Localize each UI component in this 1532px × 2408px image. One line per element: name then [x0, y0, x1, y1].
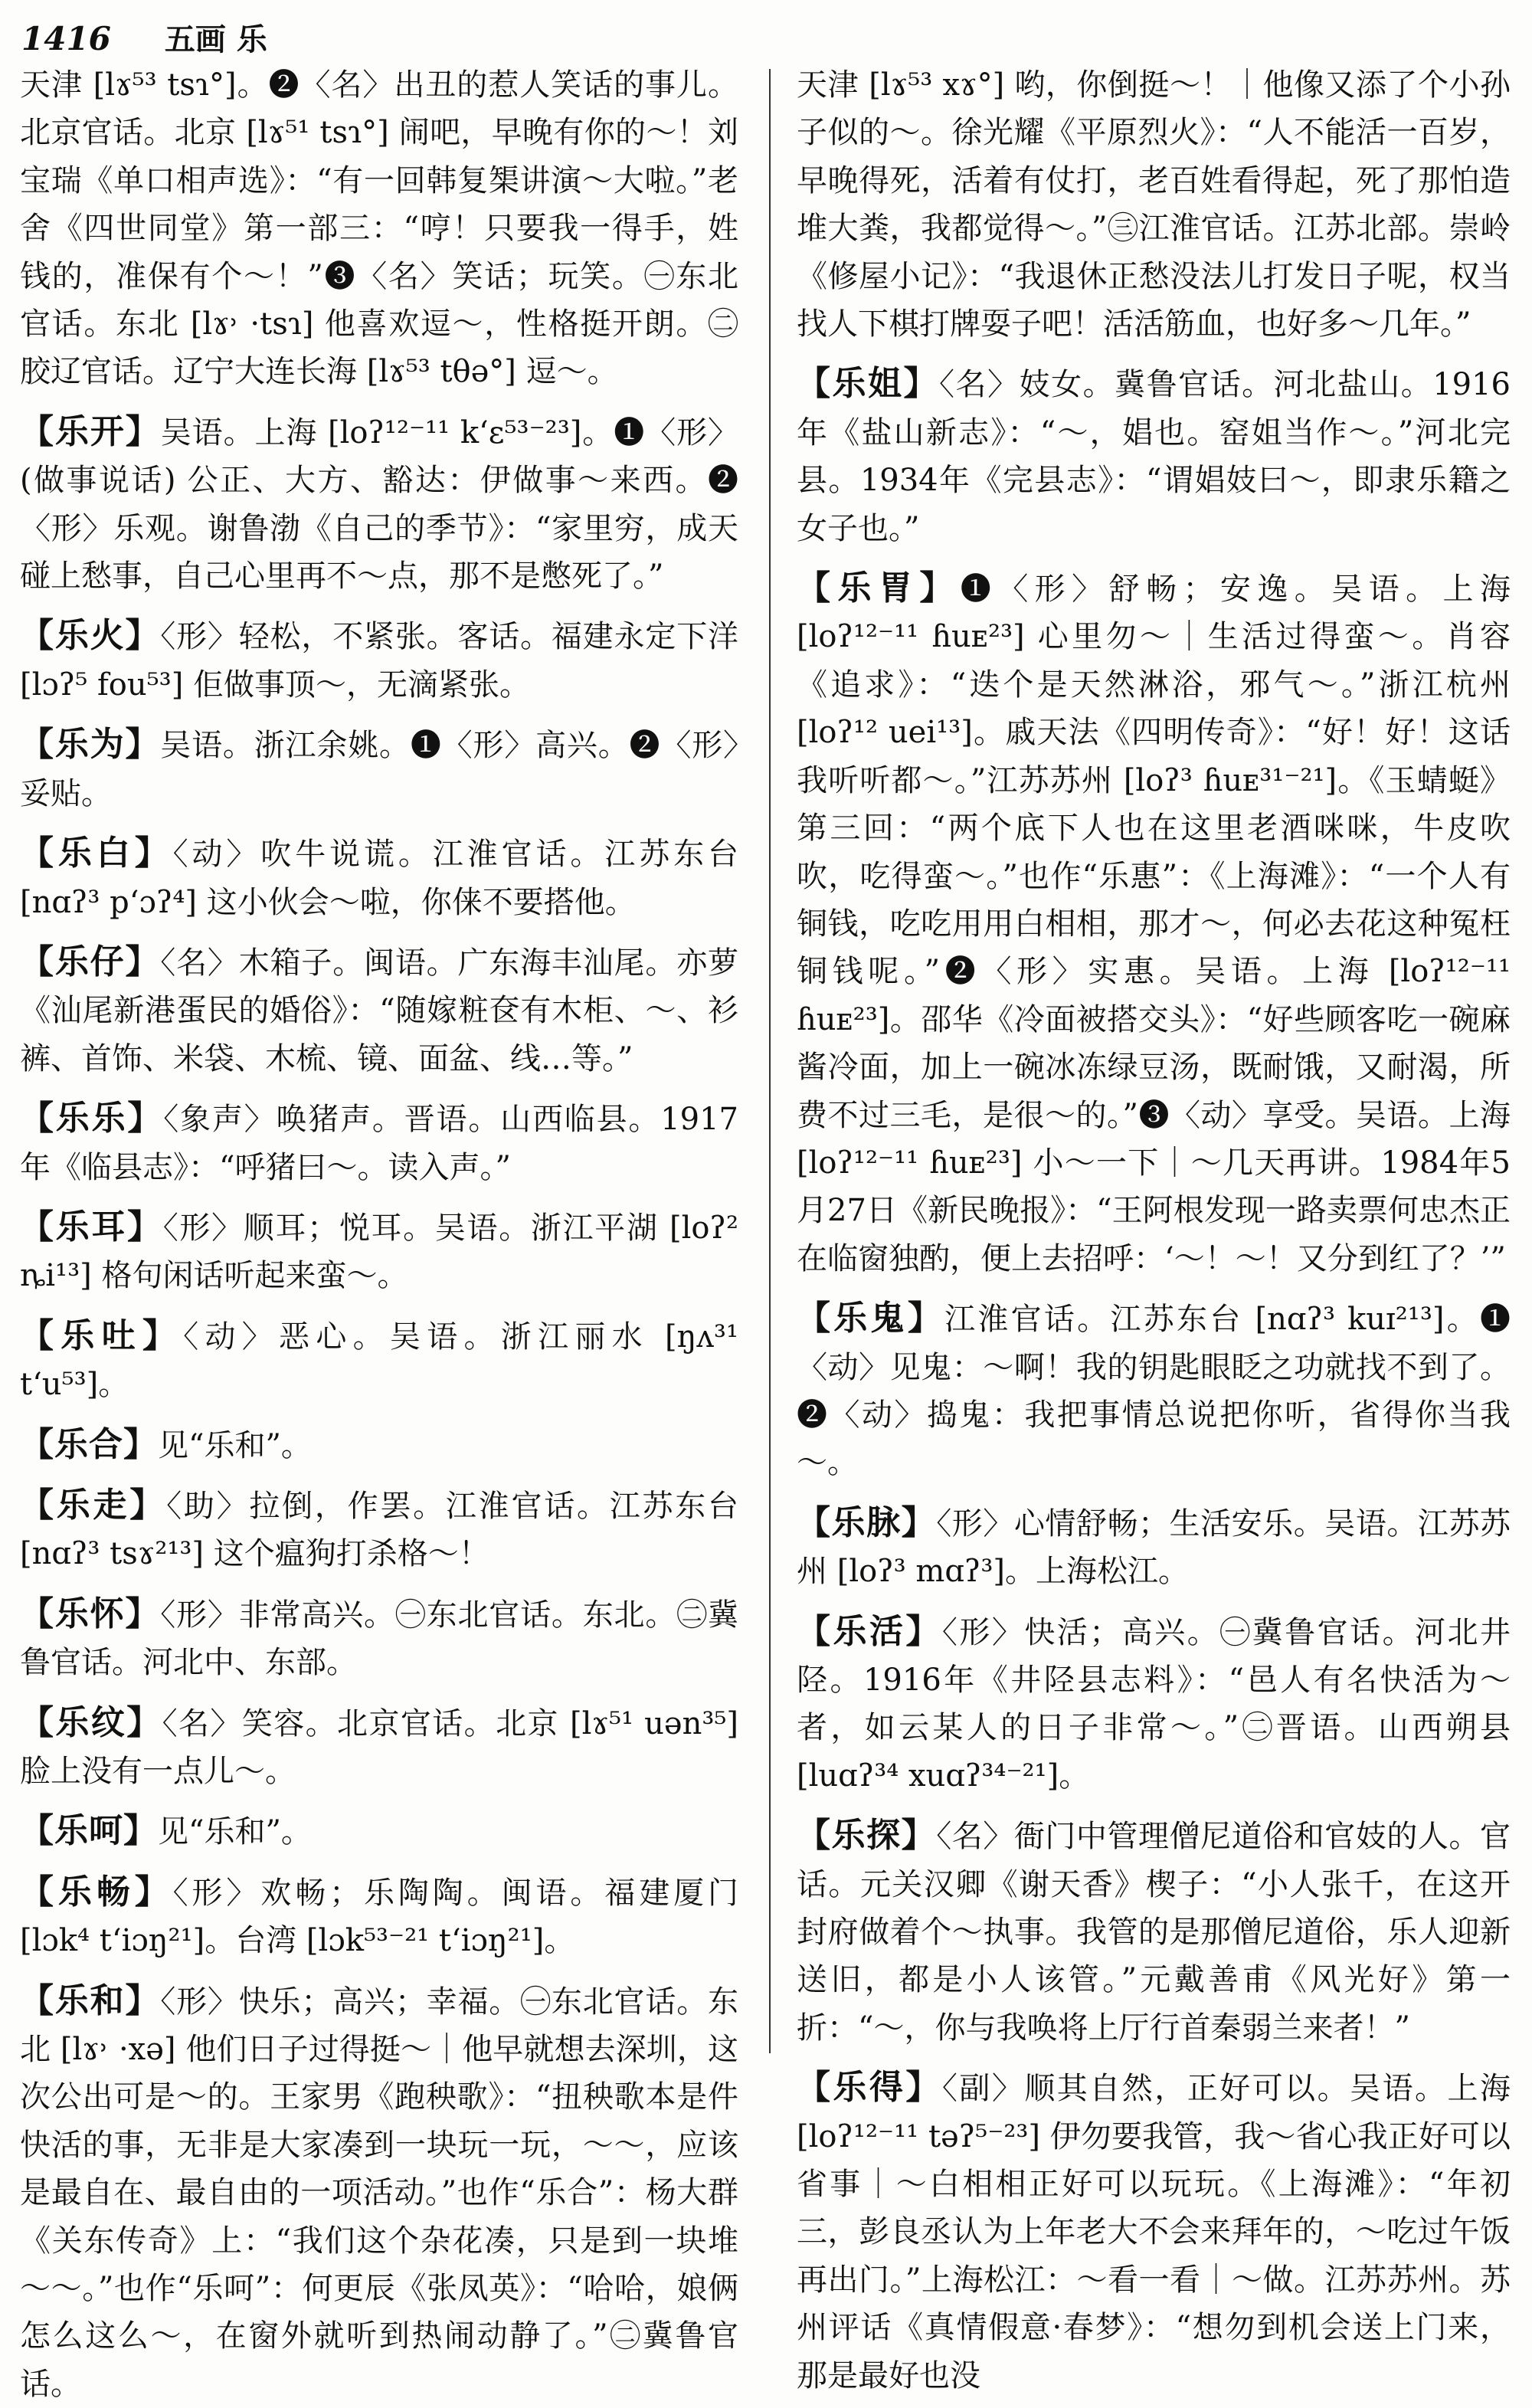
headword: 【乐白】 — [20, 834, 173, 873]
headword: 【乐走】 — [20, 1485, 167, 1525]
entry-le-huo: 【乐火】〈形〉轻松，不紧张。客话。福建永定下洋 [lɔʔ⁵ fou⁵³] 佢做事顶～，无滴紧张。 — [20, 616, 739, 703]
entry-le-zai: 【乐仔】〈名〉木箱子。闽语。广东海丰汕尾。亦萝《汕尾新港蛋民的婚俗》：“随嫁粧奁有木柜、～、衫裤、首饰、米袋、木梳、镜、面盆、线…等。” — [20, 942, 739, 1076]
entry-le-bai: 【乐白】〈动〉吹牛说谎。江淮官话。江苏东台 [nɑʔ³ p‘ɔʔ⁴] 这小伙会～啦，你俫不要搭他。 — [20, 834, 739, 920]
section-title: 五画 乐 — [164, 21, 267, 57]
entry-le-gui: 【乐鬼】江淮官话。江苏东台 [nɑʔ³ kuɪ²¹³]。❶〈动〉见鬼：～啊！我的钥匙眼眨之功就找不到了。❷〈动〉捣鬼：我把事情总说把你听，省得你当我～。 — [797, 1299, 1511, 1481]
entry-le-chang: 【乐畅】〈形〉欢畅；乐陶陶。闽语。福建厦门 [lɔk⁴ t‘iɔŋ²¹]。台湾 [lɔk⁵³⁻²¹ t‘iɔŋ²¹]。 — [20, 1872, 739, 1959]
page-number: 1416 — [21, 20, 111, 57]
entry-le-wei: 【乐为】吴语。浙江余姚。❶〈形〉高兴。❷〈形〉妥贴。 — [20, 725, 739, 811]
headword: 【乐纹】 — [20, 1702, 162, 1742]
headword: 【乐脉】 — [797, 1502, 937, 1542]
entry-le-wei2: 【乐胃】❶〈形〉舒畅；安逸。吴语。上海 [loʔ¹²⁻¹¹ ɦuᴇ²³] 心里勿～｜生活过得蛮～。肖容《追求》：“迭个是天然淋浴，邪气～。”浙江杭州 [loʔ¹² uei¹³]。戚天法《四明传奇》：“好！好！这话我听听都～。”江苏苏州 [loʔ³ ɦuᴇ³¹⁻²¹]。《玉蜻蜓》第三回：“两个底下人也在这里老酒咪咪，牛皮吹吹，吃得蛮～。”也作“乐惠”：《上海滩》：“一个人有铜钱，吃吃用用白相相，那才～，何必去花这种冤枉铜钱呢。”❷〈形〉实惠。吴语。上海 [loʔ¹²⁻¹¹ ɦuᴇ²³]。邵华《冷面被搭交头》：“好些顾客吃一碗麻酱冷面，加上一碗冰冻绿豆汤，既耐饿，又耐渴，所费不过三毛，是很～的。”❸〈动〉享受。吴语。上海 [loʔ¹²⁻¹¹ ɦuᴇ²³] 小～一下｜～几天再讲。1984年5月27日《新民晚报》：“王阿根发现一路卖票何忠杰正在临窗独酌，便上去招呼：‘～！～！又分到红了？’” — [797, 568, 1511, 1276]
entry-le-er: 【乐耳】〈形〉顺耳；悦耳。吴语。浙江平湖 [loʔ² ȵi¹³] 格句闲话听起来蛮～。 — [20, 1207, 738, 1294]
entry-le-huai: 【乐怀】〈形〉非常高兴。㊀东北官话。东北。㊁冀鲁官话。河北中、东部。 — [20, 1594, 739, 1681]
entry-le-he2-ref: 【乐呵】见“乐和”。 — [20, 1811, 312, 1851]
left-column — [20, 61, 739, 2402]
entry-le-le: 【乐乐】〈象声〉唤猪声。晋语。山西临县。1917年《临县志》：“呼猪曰～。读入声。” — [20, 1099, 739, 1185]
entry-le-jie: 【乐姐】〈名〉妓女。冀鲁官话。河北盐山。1916年《盐山新志》：“～，娼也。窑姐当作～。”河北完县。1934年《完县志》：“谓娼妓曰～，即隶乐籍之女子也。” — [797, 364, 1511, 546]
headword: 【乐火】 — [20, 616, 161, 656]
right-column — [797, 61, 1511, 2393]
headword: 【乐得】 — [797, 2068, 942, 2108]
headword: 【乐畅】 — [20, 1872, 173, 1912]
headword: 【乐乐】 — [20, 1099, 164, 1138]
entry-le-tu: 【乐吐】〈动〉恶心。吴语。浙江丽水 [ŋʌ³¹ t‘u⁵³]。 — [20, 1315, 739, 1403]
entry-le-mai: 【乐脉】〈形〉心情舒畅；生活安乐。吴语。江苏苏州 [loʔ³ mɑʔ³]。上海松江。 — [797, 1502, 1511, 1590]
headword: 【乐耳】 — [20, 1207, 163, 1247]
headword: 【乐开】 — [20, 411, 161, 451]
headword: 【乐合】 — [20, 1424, 158, 1464]
entry-le-he-ref: 【乐合】见“乐和”。 — [20, 1424, 312, 1464]
headword: 【乐鬼】 — [797, 1299, 945, 1338]
entry-le-huo2: 【乐活】〈形〉快活；高兴。㊀冀鲁官话。河北井陉。1916年《井陉县志料》：“邑人有名快活为～者，如云某人的日子非常～。”㊁晋语。山西朔县 [luɑʔ³⁴ xuɑʔ³⁴⁻²¹]。 — [797, 1611, 1511, 1794]
headword: 【乐和】 — [20, 1980, 161, 2020]
entry-le-kai: 【乐开】吴语。上海 [loʔ¹²⁻¹¹ k‘ε⁵³⁻²³]。❶〈形〉(做事说话) 公正、大方、豁达：伊做事～来西。❷〈形〉乐观。谢鲁渤《自己的季节》：“家里穷，成天碰上愁事，自己心里再不～点，那不是憋死了。” — [20, 411, 738, 595]
entry-le-zou: 【乐走】〈助〉拉倒，作罢。江淮官话。江苏东台 [nɑʔ³ tsɤ²¹³] 这个瘟狗打杀格～！ — [20, 1485, 739, 1572]
entry-le-de: 【乐得】〈副〉顺其自然，正好可以。吴语。上海 [loʔ¹²⁻¹¹ təʔ⁵⁻²³] 伊勿要我管，我～省心我正好可以省事｜～白相相正好可以玩玩。《上海滩》：“年初三，彭良丞认为上年老大不会来拜年的，～吃过午饭再出门。”上海松江：～看一看｜～做。江苏苏州。苏州评话《真情假意·春梦》：“想勿到机会送上门来，那是最好也没 — [797, 2068, 1511, 2393]
headword: 【乐仔】 — [20, 942, 161, 981]
headword: 【乐胃】 — [797, 568, 961, 608]
headword: 【乐吐】 — [20, 1315, 184, 1355]
headword: 【乐活】 — [797, 1611, 942, 1651]
entry-le-he: 【乐和】〈形〉快乐；高兴；幸福。㊀东北官话。东北 [lɤ˒ ·xə] 他们日子过得挺～｜他早就想去深圳，这次公出可是～的。王家男《跑秧歌》：“扭秧歌本是件快活的事，无非是大家凑到一块玩一玩，～～，应该是最自在、最自由的一项活动。”也作“乐合”：杨大群《关东传奇》上：“我们这个杂花凑，只是到一块堆～～。”也作“乐呵”：何更辰《张凤英》：“哈哈，娘俩怎么这么～，在窗外就听到热闹动静了。”㊁冀鲁官话。 — [20, 1980, 739, 2402]
headword: 【乐怀】 — [20, 1594, 161, 1633]
headword: 【乐探】 — [797, 1816, 937, 1856]
column-divider — [769, 69, 771, 2053]
headword: 【乐姐】 — [797, 364, 940, 404]
entry-continuation: 天津 [lɤ⁵³ xɤ°] 哟，你倒挺～！｜他像又添了个小孙子似的～。徐光耀《平原烈火》：“人不能活一百岁，早晚得死，活着有仗打，老百姓看得起，死了那怕造堆大粪，我都觉得～。”㊂江淮官话。江苏北部。崇岭《修屋小记》：“我退休正愁没法儿打发日子呢，权当找人下棋打牌耍子吧！活活筋血，也好多～几年。” — [797, 67, 1511, 342]
headword: 【乐为】 — [20, 725, 161, 765]
entry-le-wen: 【乐纹】〈名〉笑容。北京官话。北京 [lɤ⁵¹ uən³⁵] 脸上没有一点儿～。 — [20, 1702, 739, 1789]
entry-continuation: 天津 [lɤ⁵³ tsɿ°]。❷〈名〉出丑的惹人笑话的事儿。北京官话。北京 [lɤ⁵¹ tsɿ°] 闹吧，早晚有你的～！刘宝瑞《单口相声选》：“有一回韩复榘讲演～大啦。”老舍《四世同堂》第一部三：“哼！只要我一得手，姓钱的，准保有个～！”❸〈名〉笑话；玩笑。㊀东北官话。东北 [lɤ˒ ·tsɿ] 他喜欢逗～，性格挺开朗。㊁胶辽官话。辽宁大连长海 [lɤ⁵³ tθə°] 逗～。 — [20, 67, 738, 390]
page-header — [21, 15, 267, 61]
headword: 【乐呵】 — [20, 1811, 158, 1851]
entry-le-tan: 【乐探】〈名〉衙门中管理僧尼道俗和官妓的人。官话。元关汉卿《谢天香》楔子：“小人张千，在这开封府做着个～执事。我管的是那僧尼道俗，乐人迎新送旧，都是小人该管。”元戴善甫《风光好》第一折：“～，你与我唤将上厅行首秦弱兰来者！” — [797, 1816, 1511, 2046]
